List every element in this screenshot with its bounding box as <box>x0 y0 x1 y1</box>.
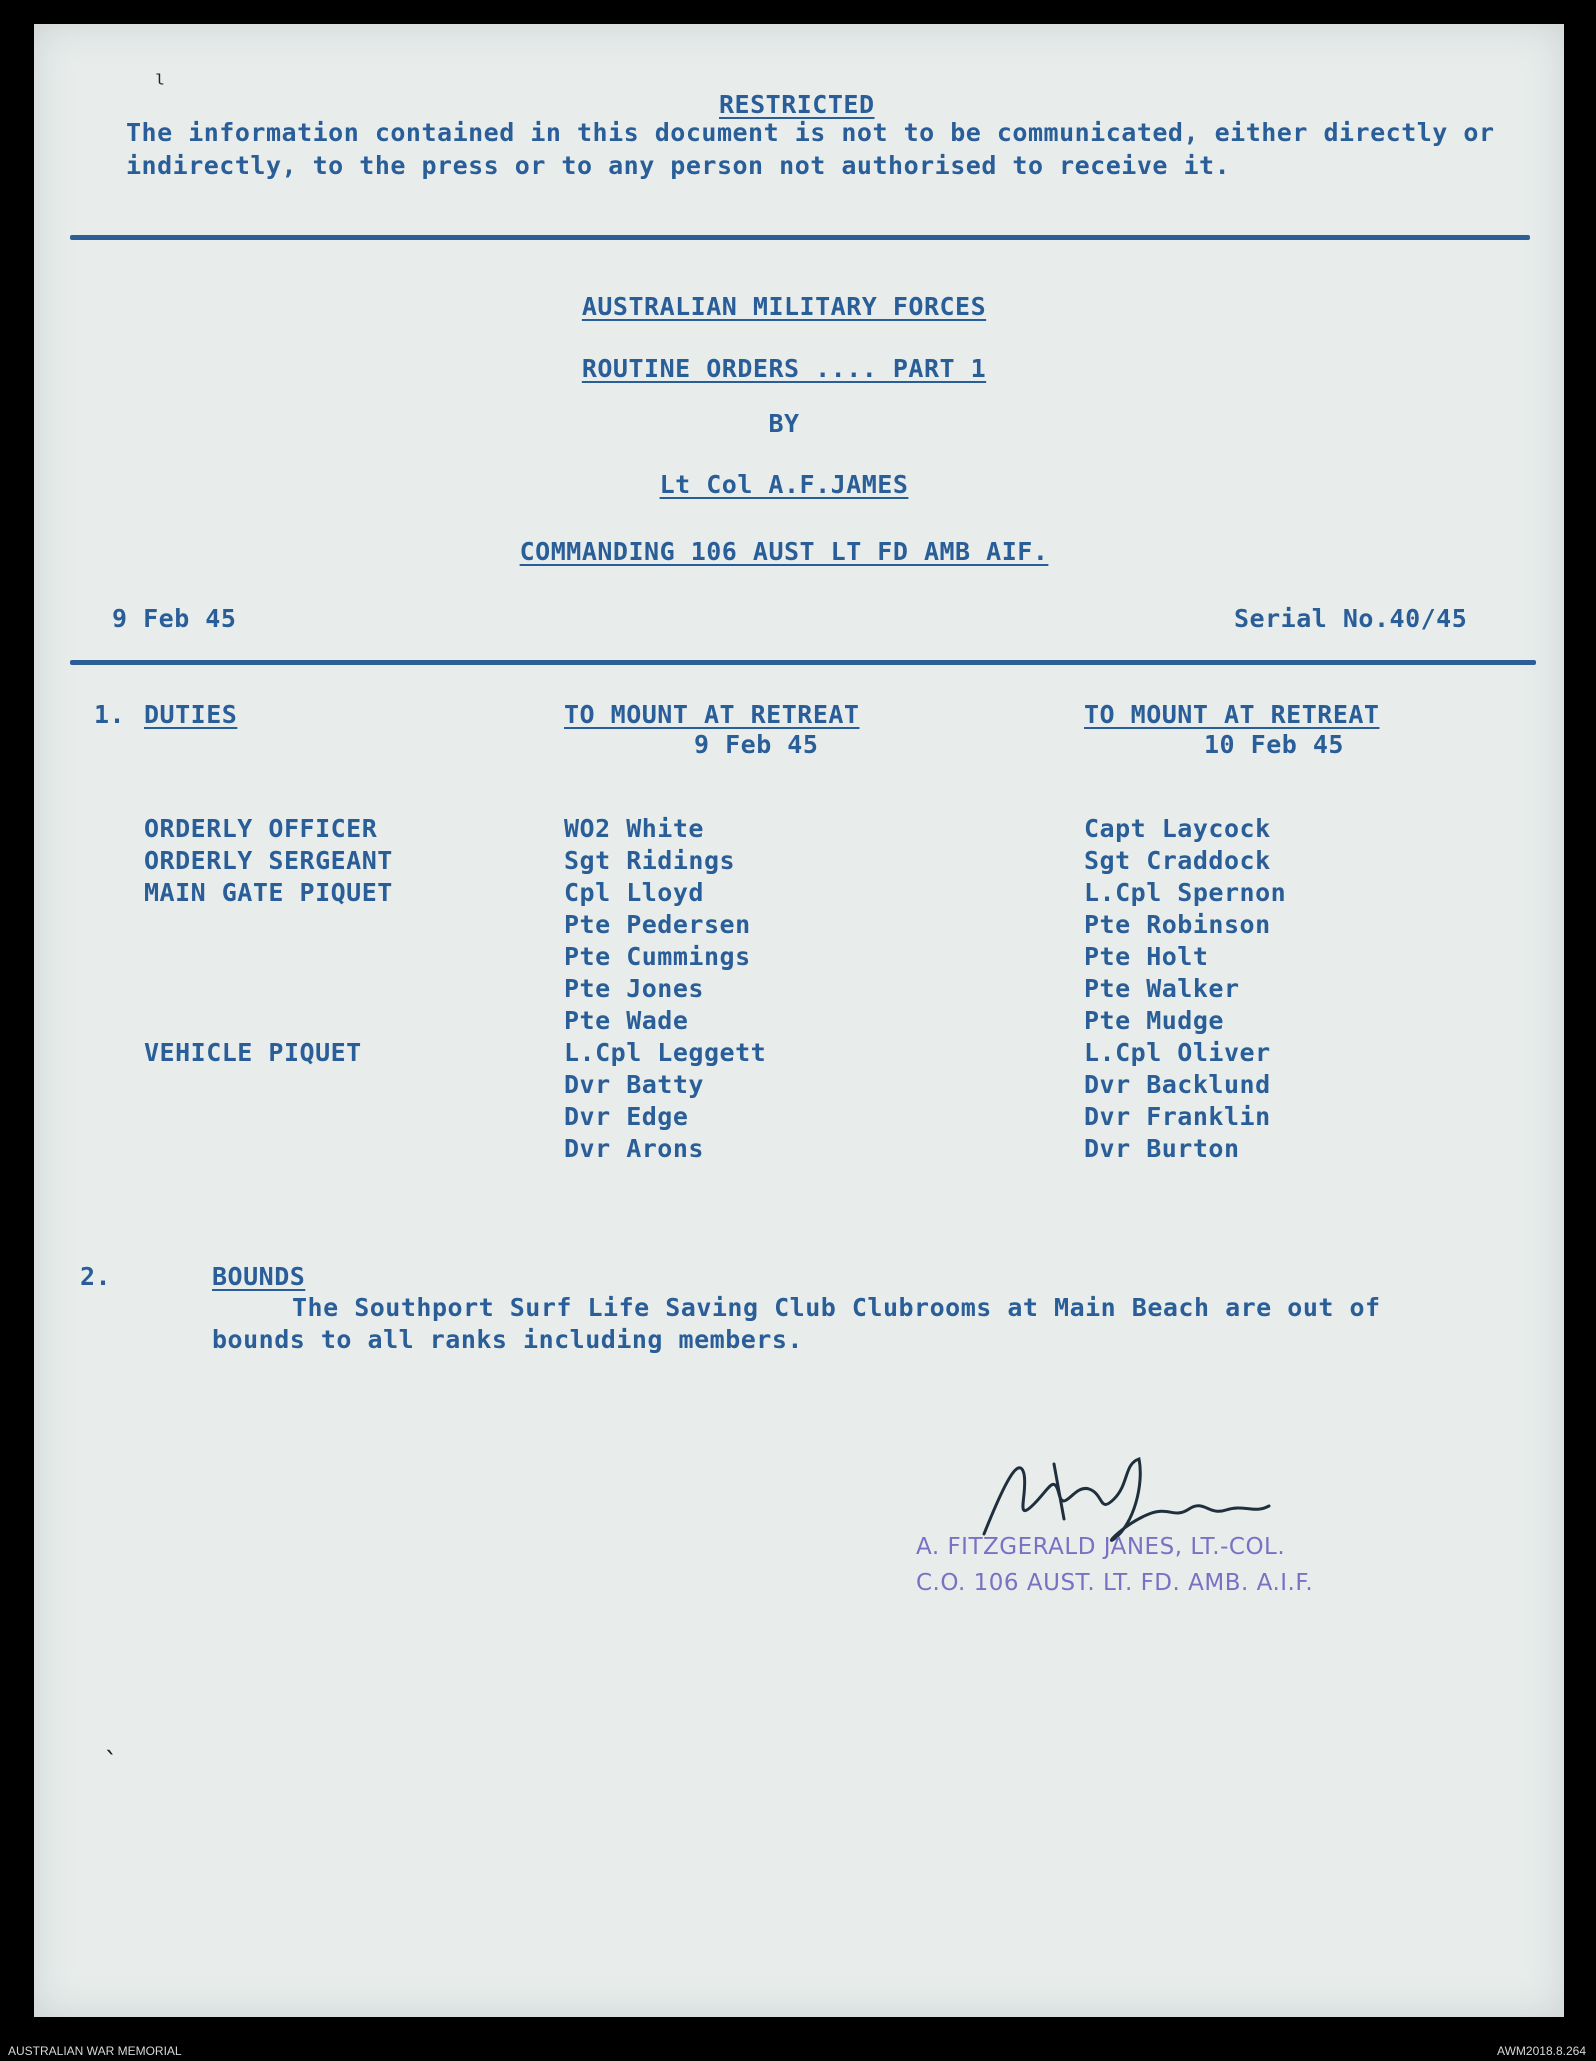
document-page <box>34 24 1564 2017</box>
bounds-heading: BOUNDS <box>212 1262 306 1291</box>
col2-entry: Dvr Franklin <box>1084 1102 1271 1131</box>
col1-entry: Cpl Lloyd <box>564 878 704 907</box>
col2-entry: Pte Walker <box>1084 974 1240 1003</box>
col2-entry: Pte Robinson <box>1084 910 1271 939</box>
duty-label: MAIN GATE PIQUET <box>144 878 393 907</box>
title-line-2: ROUTINE ORDERS .... PART 1 <box>581 354 987 383</box>
pen-mark: ˡ <box>152 70 168 100</box>
duties-heading: DUTIES <box>144 700 238 729</box>
col2-entry: Pte Holt <box>1084 942 1209 971</box>
col2-entry: Pte Mudge <box>1084 1006 1224 1035</box>
restricted-notice: The information contained in this document is not to be communicated, either directly or indirectly, to the press or to any person not authorised to receive it. <box>126 118 1495 180</box>
serial-number: Serial No.40/45 <box>1234 604 1468 633</box>
footer-reference: AWM2018.8.264 <box>1497 2044 1586 2058</box>
middle-divider <box>70 660 1536 665</box>
col1-entry: Pte Pedersen <box>564 910 751 939</box>
col2-entry: L.Cpl Spernon <box>1084 878 1287 907</box>
duty-label: VEHICLE PIQUET <box>144 1038 362 1067</box>
pen-tick: ˎ <box>102 1724 118 1754</box>
title-line-5: COMMANDING 106 AUST LT FD AMB AIF. <box>519 537 1049 566</box>
col1-entry: Dvr Batty <box>564 1070 704 1099</box>
duty-label: ORDERLY OFFICER <box>144 814 378 843</box>
col1-entry: Pte Cummings <box>564 942 751 971</box>
col1-date: 9 Feb 45 <box>694 730 819 759</box>
title-line-1: AUSTRALIAN MILITARY FORCES <box>581 292 987 321</box>
section-number-1: 1. <box>94 700 126 729</box>
col1-heading: TO MOUNT AT RETREAT <box>564 700 860 729</box>
col1-entry: Dvr Edge <box>564 1102 689 1131</box>
bounds-text: The Southport Surf Life Saving Club Clubrooms at Main Beach are out of bounds to all ranks including members. <box>212 1293 1381 1354</box>
footer-credit: AUSTRALIAN WAR MEMORIAL <box>8 2044 182 2058</box>
restricted-title: RESTRICTED <box>719 90 875 119</box>
col2-entry: Sgt Craddock <box>1084 846 1271 875</box>
col1-entry: Pte Jones <box>564 974 704 1003</box>
top-divider <box>70 235 1530 240</box>
col2-heading: TO MOUNT AT RETREAT <box>1084 700 1380 729</box>
col2-entry: Capt Laycock <box>1084 814 1271 843</box>
col1-entry: WO2 White <box>564 814 704 843</box>
col1-entry: Sgt Ridings <box>564 846 736 875</box>
duty-label: ORDERLY SERGEANT <box>144 846 393 875</box>
section-number-2: 2. <box>80 1262 112 1291</box>
stamp-line-2: C.O. 106 AUST. LT. FD. AMB. A.I.F. <box>916 1570 1314 1596</box>
col1-entry: Dvr Arons <box>564 1134 704 1163</box>
order-date: 9 Feb 45 <box>112 604 237 633</box>
col2-entry: Dvr Backlund <box>1084 1070 1271 1099</box>
stamp-line-1: A. FITZGERALD JANES, LT.-COL. <box>916 1534 1286 1560</box>
col2-date: 10 Feb 45 <box>1204 730 1344 759</box>
title-line-4: Lt Col A.F.JAMES <box>659 470 909 499</box>
col2-entry: Dvr Burton <box>1084 1134 1240 1163</box>
col1-entry: L.Cpl Leggett <box>564 1038 767 1067</box>
col1-entry: Pte Wade <box>564 1006 689 1035</box>
title-line-3: BY <box>768 409 800 438</box>
col2-entry: L.Cpl Oliver <box>1084 1038 1271 1067</box>
